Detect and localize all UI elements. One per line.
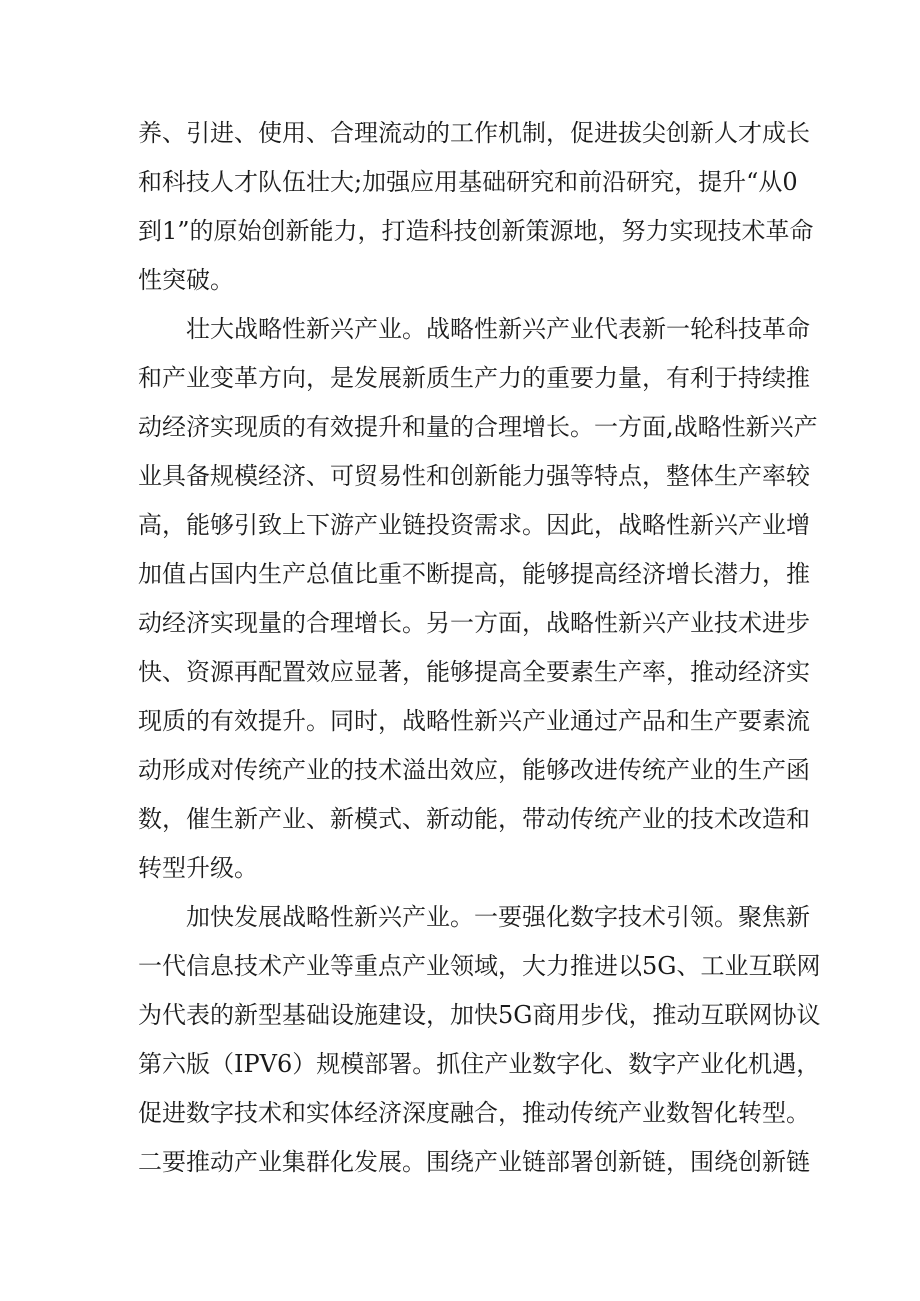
text-line: 动经济实现量的合理增长。另一方面，战略性新兴产业技术进步 xyxy=(138,609,810,637)
text-line: 一代信息技术产业等重点产业领域，大力推进以5G、工业互联网 xyxy=(138,952,821,980)
text-line: 高，能够引致上下游产业链投资需求。因此，战略性新兴产业增 xyxy=(138,511,810,539)
text-line: 促进数字技术和实体经济深度融合，推动传统产业数智化转型。 xyxy=(138,1099,810,1127)
paragraph-first-line: 壮大战略性新兴产业。战略性新兴产业代表新一轮科技革命 xyxy=(186,315,810,343)
text-line: 动形成对传统产业的技术溢出效应，能够改进传统产业的生产函 xyxy=(138,756,810,784)
text-line: 性突破。 xyxy=(138,266,234,294)
text-line: 二要推动产业集群化发展。围绕产业链部署创新链，围绕创新链 xyxy=(138,1148,810,1176)
text-line: 数，催生新产业、新模式、新动能，带动传统产业的技术改造和 xyxy=(138,805,810,833)
text-line: 和科技人才队伍壮大;加强应用基础研究和前沿研究，提升“从0 xyxy=(138,168,798,196)
text-line: 现质的有效提升。同时，战略性新兴产业通过产品和生产要素流 xyxy=(138,707,810,735)
text-line: 为代表的新型基础设施建设，加快5G商用步伐，推动互联网协议 xyxy=(138,1001,821,1029)
text-line: 养、引进、使用、合理流动的工作机制，促进拔尖创新人才成长 xyxy=(138,119,810,147)
text-line: 第六版（IPV6）规模部署。抓住产业数字化、数字产业化机遇， xyxy=(138,1050,821,1078)
text-line: 加值占国内生产总值比重不断提高，能够提高经济增长潜力，推 xyxy=(138,560,810,588)
text-line: 转型升级。 xyxy=(138,854,258,882)
text-line: 动经济实现质的有效提升和量的合理增长。一方面,战略性新兴产 xyxy=(138,413,818,441)
text-line: 业具备规模经济、可贸易性和创新能力强等特点，整体生产率较 xyxy=(138,462,810,490)
text-line: 快、资源再配置效应显著，能够提高全要素生产率，推动经济实 xyxy=(138,658,810,686)
text-line: 到1”的原始创新能力，打造科技创新策源地，努力实现技术革命 xyxy=(138,217,814,245)
text-line: 和产业变革方向，是发展新质生产力的重要力量，有利于持续推 xyxy=(138,364,810,392)
paragraph-first-line: 加快发展战略性新兴产业。一要强化数字技术引领。聚焦新 xyxy=(186,903,810,931)
